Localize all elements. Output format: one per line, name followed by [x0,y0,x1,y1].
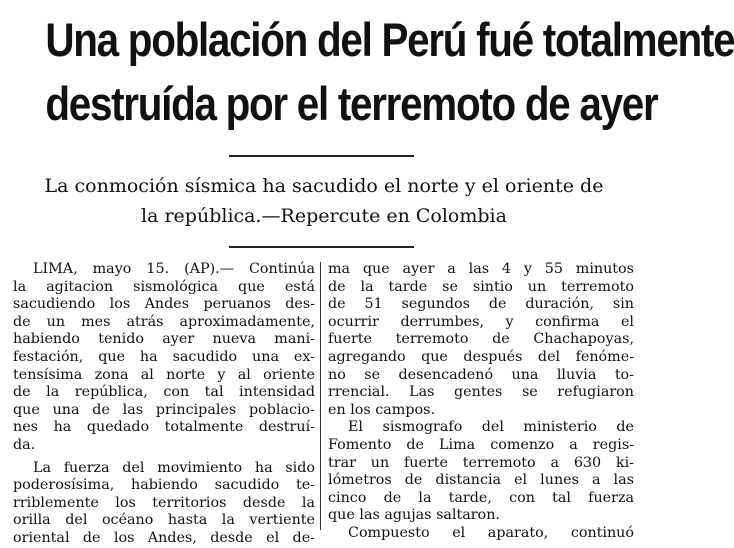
headline-line-2: destruída por el terremoto de ayer [45,77,658,130]
article-line: da. [13,436,36,453]
article-line: nes ha quedado totalmente destruí- [13,419,315,436]
article-line: agregando que después del fenóme- [328,348,634,365]
article-line: sacudiendo los Andes peruanos des- [13,296,315,313]
subheadline-line-2: la república.—Repercute en Colombia [141,205,507,227]
article-column-right [328,261,634,543]
article-line: habiendo tenido ayer nueva mani- [13,331,315,348]
headline-line-1: Una población del Perú fué totalmente [45,13,734,66]
subheadline-divider [229,246,414,248]
article-line: que una de las principales poblacio- [13,401,315,418]
article-line: fuerte terremoto de Chachapoyas, [328,331,634,348]
article-line: cinco de la tarde, con tal fuerza [328,489,634,506]
article-line: ocurrir derrumbes, y confirma el [328,313,634,330]
article-line: LIMA, mayo 15. (AP).— Continúa [33,261,315,277]
article-line: en los campos. [328,401,436,418]
headline-divider [229,155,414,157]
article-line: La fuerza del movimiento ha sido [33,459,315,476]
article-line: festación, que ha sacudido una ex- [13,348,315,365]
article-line: de un mes atrás aproximadamente, [13,313,315,330]
article-line: rrencial. Las gentes se refugiaron [328,384,634,401]
article-line: la agitacion sismológica que está [13,278,315,295]
article-line: tensísima zona al norte y al oriente [13,366,315,383]
article-line: que las agujas saltaron. [328,507,500,524]
article-line: Fomento de Lima comenzo a regis- [328,436,634,453]
article-line: lómetros de distancia el lunes a las [328,472,634,489]
article-line: trar un fuerte terremoto a 630 ki- [328,454,634,471]
article-line: de la república, con tal intensidad [13,384,315,401]
article-line: El sismografo del ministerio de [348,419,634,436]
article-line: ma que ayer a las 4 y 55 minutos [328,261,634,277]
article-line: de 51 segundos de duración, sin [328,296,634,313]
article-line: de la tarde se sintio un terremoto [328,278,634,295]
article-line: oriental de los Andes, desde el de- [13,529,315,546]
column-divider [320,262,321,530]
subheadline-line-1: La conmoción sísmica ha sacudido el norte y el oriente de [44,175,604,197]
article-column-left [13,261,315,548]
article-line: rriblemente los territorios desde la [13,494,315,511]
article-line: orilla del océano hasta la vertiente [13,512,315,529]
article-line: no se desencadenó una lluvia to- [328,366,634,383]
article-line: Compuesto el aparato, continuó [348,524,634,541]
article-line: poderosísima, habiendo sacudido te- [13,477,315,494]
